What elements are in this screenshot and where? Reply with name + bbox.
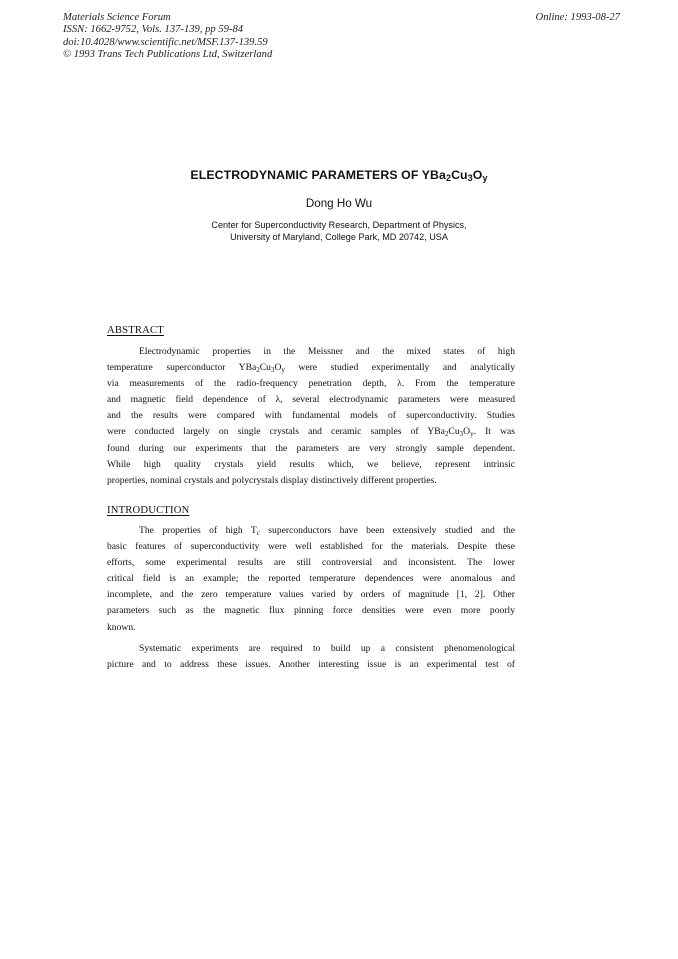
text-line: known. [107,621,136,633]
abstract-paragraph [107,344,515,489]
text-line: were conducted largely on single crystals and ceramic samples of $YBa_2Cu_3O_y$. It was [107,426,515,439]
affiliation-line: University of Maryland, College Park, MD 20742, USA [230,232,448,243]
introduction-paragraph [107,641,515,673]
text-line: and magnetic field dependence of λ, several electrodynamic parameters were measured [107,394,515,406]
journal-header [63,12,272,62]
text-line: via measurements of the radio-frequency penetration depth, λ. From the temperature [107,378,515,390]
text-line: and the results were compared with fundamental models of superconductivity. Studies [107,410,515,422]
affiliation-line: Center for Superconductivity Research, Department of Physics, [211,220,467,230]
online-date: Online: 1993-08-27 [535,12,620,23]
text-line: properties, nominal crystals and polycrystals display distinctively different properties. [107,474,437,486]
text-line: critical field is an example; the reported temperature dependences were anomalous and [107,573,515,585]
text-line: efforts, some experimental results are still controversial and inconsistent. The lower [107,557,515,569]
text-line: found during our experiments that the parameters are very strongly sample dependent. [107,442,515,454]
text-line: picture and to address these issues. Another interesting issue is an experimental test of [107,659,515,671]
text-line: basic features of superconductivity were well established for the materials. Despite these [107,541,515,553]
text-line: The properties of high $T_c$ superconductors have been extensively studied and the [139,525,515,537]
issn-line: ISSN: 1662-9752, Vols. 137-139, pp 59-84 [63,24,244,36]
introduction-paragraph [107,523,515,636]
text-line: parameters such as the magnetic flux pinning force densities were even more poorly [107,605,515,617]
journal-name: Materials Science Forum [63,12,171,23]
author-affiliation [0,219,678,244]
text-line: Electrodynamic properties in the Meissner and the mixed states of high [139,346,515,357]
doi-line[interactable]: doi:10.4028/www.scientific.net/MSF.137-139.59 [63,36,268,48]
author-name: Dong Ho Wu [305,197,373,210]
introduction-heading: INTRODUCTION [107,505,190,516]
abstract-heading: ABSTRACT [107,325,164,336]
text-line: incomplete, and the zero temperature values varied by orders of magnitude [1, 2]. Other [107,589,515,601]
copyright-line: © 1993 Trans Tech Publications Ltd, Switzerland [63,49,273,61]
text-line: Systematic experiments are required to build up a consistent phenomenological [139,643,515,654]
paper-title: ELECTRODYNAMIC PARAMETERS OF $YBa_2Cu_3O_y$ [190,168,488,183]
text-line: While high quality crystals yield results which, we believe, represent intrinsic [107,458,515,470]
text-line: temperature superconductor $YBa_2Cu_3O_y$ were studied experimentally and analytically [107,362,515,375]
